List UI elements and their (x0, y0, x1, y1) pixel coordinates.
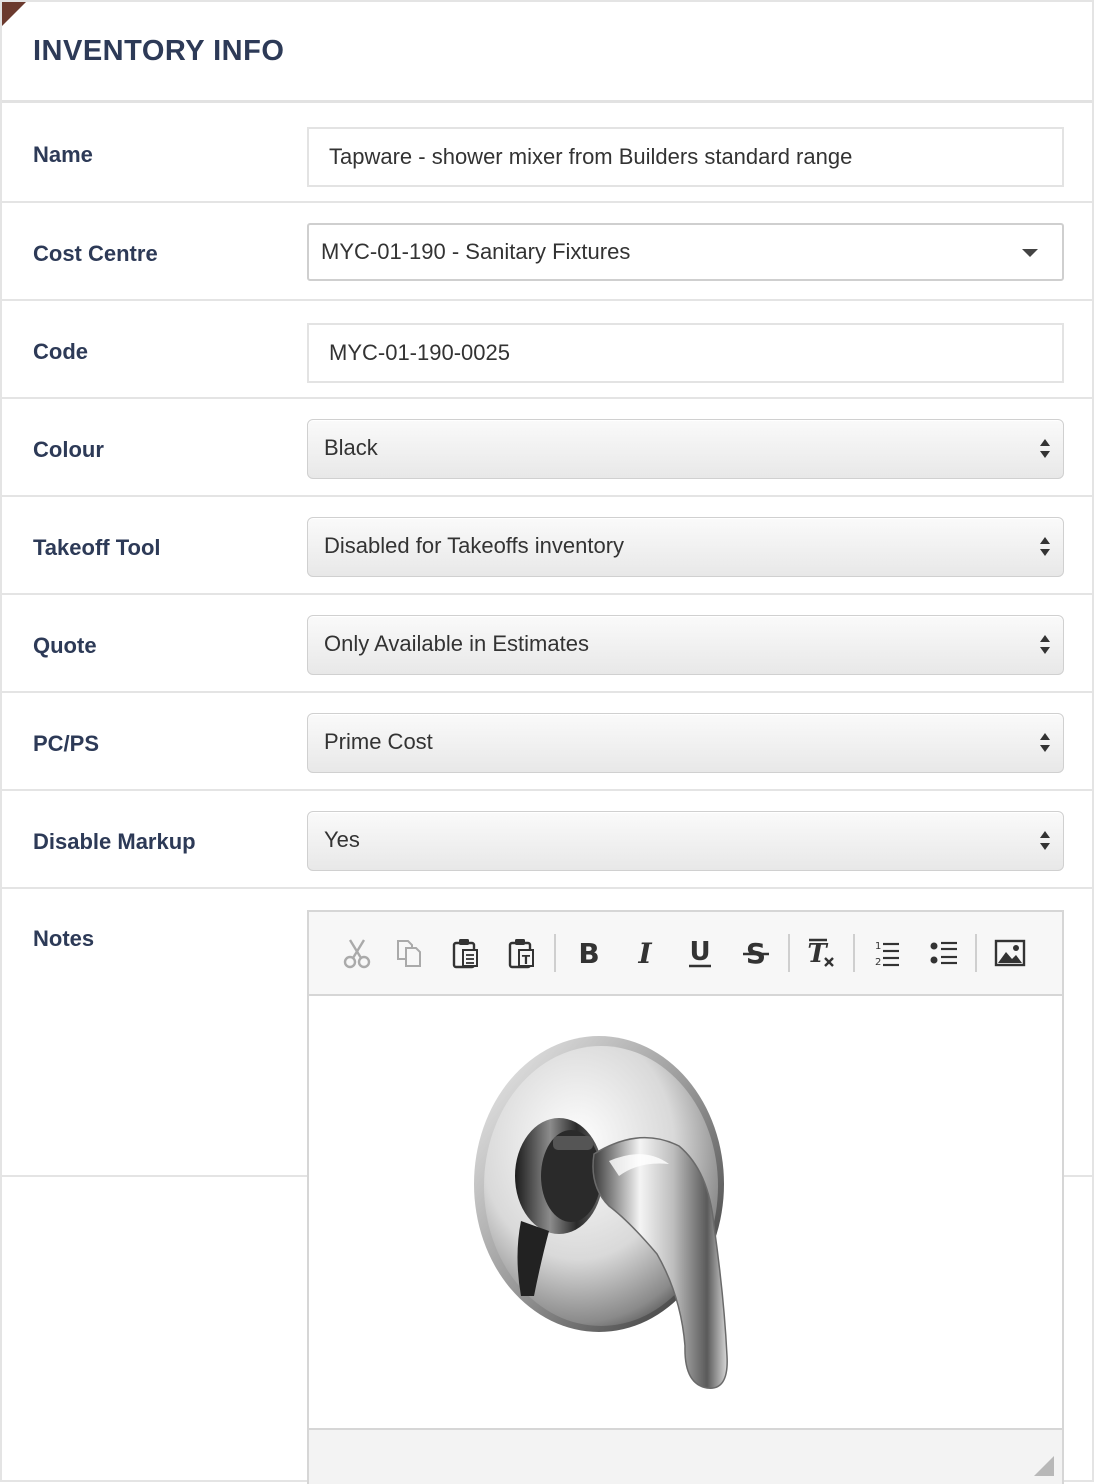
underline-icon[interactable] (680, 932, 720, 974)
select-arrows-icon (1039, 439, 1051, 461)
colour-select[interactable] (307, 419, 1064, 479)
cost-centre-value: MYC-01-190 - Sanitary Fixtures (321, 239, 631, 264)
panel-header (2, 2, 1092, 103)
quote-value: Only Available in Estimates (324, 631, 589, 656)
italic-icon[interactable] (625, 932, 665, 974)
colour-value: Black (324, 435, 378, 460)
bulleted-list-icon[interactable] (924, 932, 964, 974)
row-disable-markup (2, 791, 1092, 889)
quote-label: Quote (33, 633, 97, 658)
cost-centre-select[interactable] (307, 223, 1064, 281)
editor-content-area[interactable] (309, 996, 1062, 1428)
code-label: Code (33, 339, 88, 364)
toolbar-separator (788, 934, 790, 972)
row-code (2, 301, 1092, 399)
select-arrows-icon (1039, 733, 1051, 755)
svg-text:U: U (689, 937, 711, 967)
resize-handle-icon[interactable] (1034, 1456, 1054, 1476)
toolbar-separator (554, 934, 556, 972)
notes-label: Notes (33, 926, 95, 951)
svg-text:1: 1 (875, 941, 882, 952)
chevron-down-icon (1022, 249, 1038, 257)
toolbar-separator (853, 934, 855, 972)
takeoff-tool-value: Disabled for Takeoffs inventory (324, 533, 625, 558)
svg-text:B: B (578, 937, 600, 969)
row-takeoff-tool (2, 497, 1092, 595)
row-cost-centre (2, 203, 1092, 301)
svg-text:2: 2 (875, 957, 882, 968)
remove-format-icon[interactable] (801, 932, 841, 974)
cost-centre-label: Cost Centre (33, 241, 158, 266)
takeoff-tool-label: Takeoff Tool (33, 535, 161, 560)
cut-icon[interactable] (337, 932, 377, 974)
toolbar-separator (975, 934, 977, 972)
disable-markup-select[interactable] (307, 811, 1064, 871)
colour-label: Colour (33, 437, 104, 462)
name-input[interactable]: Tapware - shower mixer from Builders standard range (307, 127, 1064, 187)
pcps-label: PC/PS (33, 731, 100, 756)
notes-editor (307, 910, 1064, 1484)
svg-text:T: T (521, 953, 531, 967)
row-colour (2, 399, 1092, 497)
image-icon[interactable] (990, 932, 1030, 974)
row-quote (2, 595, 1092, 693)
name-label: Name (33, 142, 93, 167)
svg-text:I: I (638, 937, 652, 969)
quote-select[interactable] (307, 615, 1064, 675)
editor-status-bar (309, 1428, 1062, 1484)
bold-icon[interactable] (569, 932, 609, 974)
copy-icon[interactable] (389, 932, 429, 974)
shower-mixer-image (309, 996, 1062, 1428)
row-name (2, 105, 1092, 203)
pcps-select[interactable] (307, 713, 1064, 773)
select-arrows-icon (1039, 635, 1051, 657)
strikethrough-icon[interactable] (736, 932, 776, 974)
takeoff-tool-select[interactable] (307, 517, 1064, 577)
pcps-value: Prime Cost (324, 729, 433, 754)
svg-text:S: S (745, 937, 767, 969)
svg-text:T: T (807, 939, 827, 969)
row-pcps (2, 693, 1092, 791)
numbered-list-icon[interactable] (867, 932, 907, 974)
code-input[interactable]: MYC-01-190-0025 (307, 323, 1064, 383)
paste-icon[interactable] (446, 932, 486, 974)
select-arrows-icon (1039, 831, 1051, 853)
select-arrows-icon (1039, 537, 1051, 559)
panel-title: INVENTORY INFO (33, 35, 285, 67)
disable-markup-label: Disable Markup (33, 829, 196, 854)
editor-toolbar (309, 912, 1062, 996)
disable-markup-value: Yes (324, 827, 360, 852)
paste-text-icon[interactable] (502, 932, 542, 974)
